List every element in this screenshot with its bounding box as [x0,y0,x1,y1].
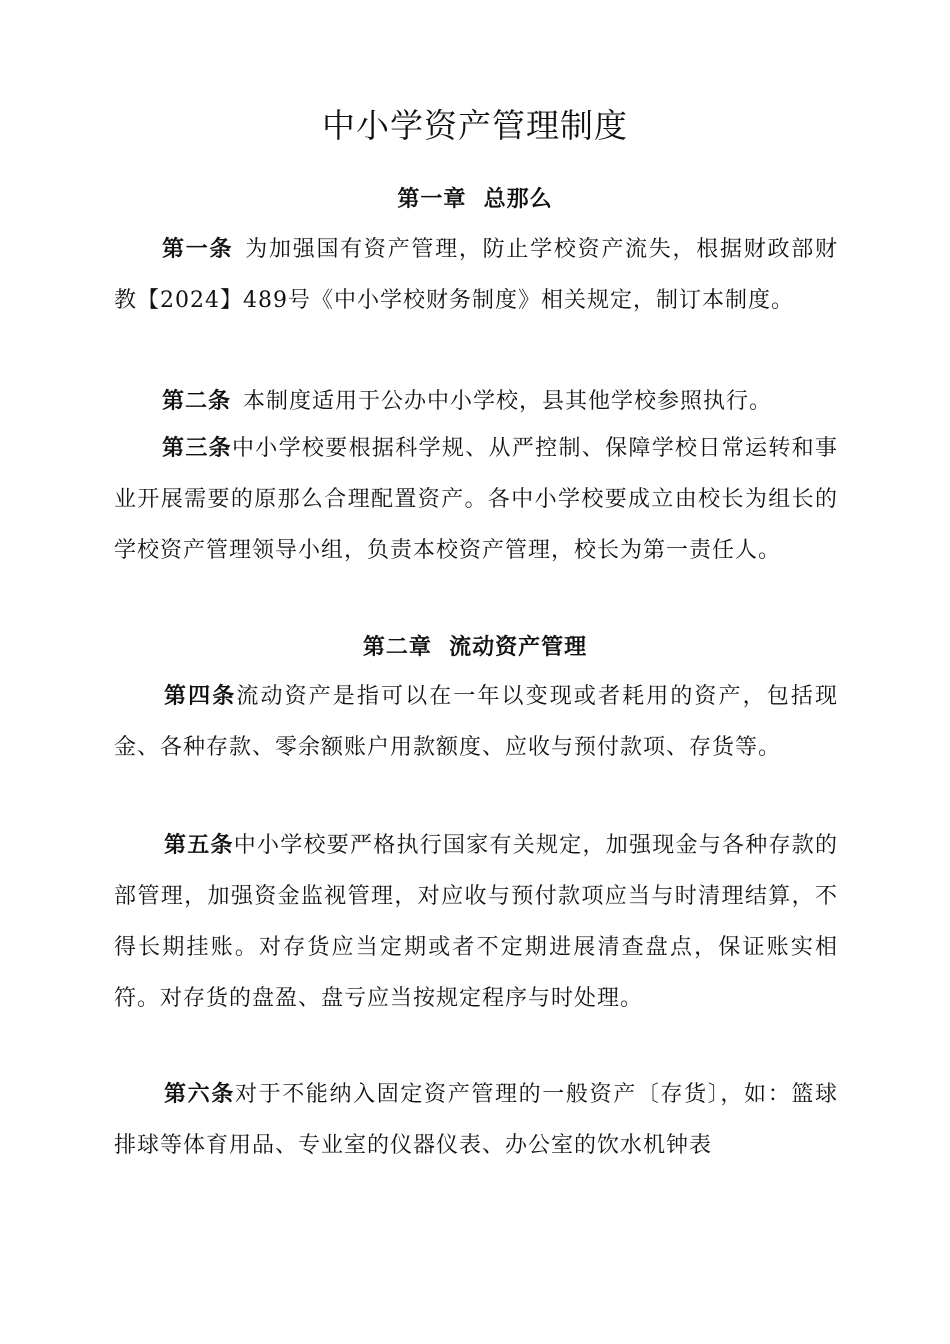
chapter-heading-text: 第二章 流动资产管理 [362,634,588,660]
article-label: 第四条 [164,683,237,709]
article-6 [114,1069,838,1171]
article-label: 第二条 [162,388,232,414]
article-label: 第一条 [162,236,234,262]
article-text: 对于不能纳入固定资产管理的一般资产〔存货〕，如：篮球排球等体育用品、专业室的仪器仪表、办公室的饮水机钟表 [114,1082,838,1158]
chapter-heading-text: 第一章 总那么 [397,186,553,212]
article-text: 中小学校要根据科学规、从严控制、保障学校日常运转和事业开展需要的原那么合理配置资产。各中小学校要成立由校长为组长的学校资产管理领导小组，负责本校资产管理，校长为第一责任人。 [114,436,838,563]
page-title: 中小学资产管理制度 [322,106,628,145]
article-4 [114,671,838,773]
chapter-heading-2 [0,631,950,663]
article-text: 为加强国有资产管理，防止学校资产流失，根据财政部财教【2024】489号《中小学校财务制度》相关规定，制订本制度。 [114,237,838,313]
article-text: 本制度适用于公办中小学校，县其他学校参照执行。 [243,389,773,414]
article-1 [114,224,838,326]
article-label: 第三条 [162,435,232,461]
article-label: 第五条 [164,832,234,858]
article-text: 流动资产是指可以在一年以变现或者耗用的资产，包括现金、各种存款、零余额账户用款额度、应收与预付款项、存货等。 [114,684,838,760]
article-2 [114,376,838,427]
article-text: 中小学校要严格执行国家有关规定，加强现金与各种存款的部管理，加强资金监视管理，对应收与预付款项应当与时清理结算，不得长期挂账。对存货应当定期或者不定期进展清查盘点，保证账实相符。对存货的盘盈、盘亏应当按规定程序与时处理。 [114,833,838,1011]
article-label: 第六条 [164,1081,235,1107]
article-5 [114,820,838,1024]
article-3 [114,423,838,576]
chapter-heading-1 [0,183,950,215]
